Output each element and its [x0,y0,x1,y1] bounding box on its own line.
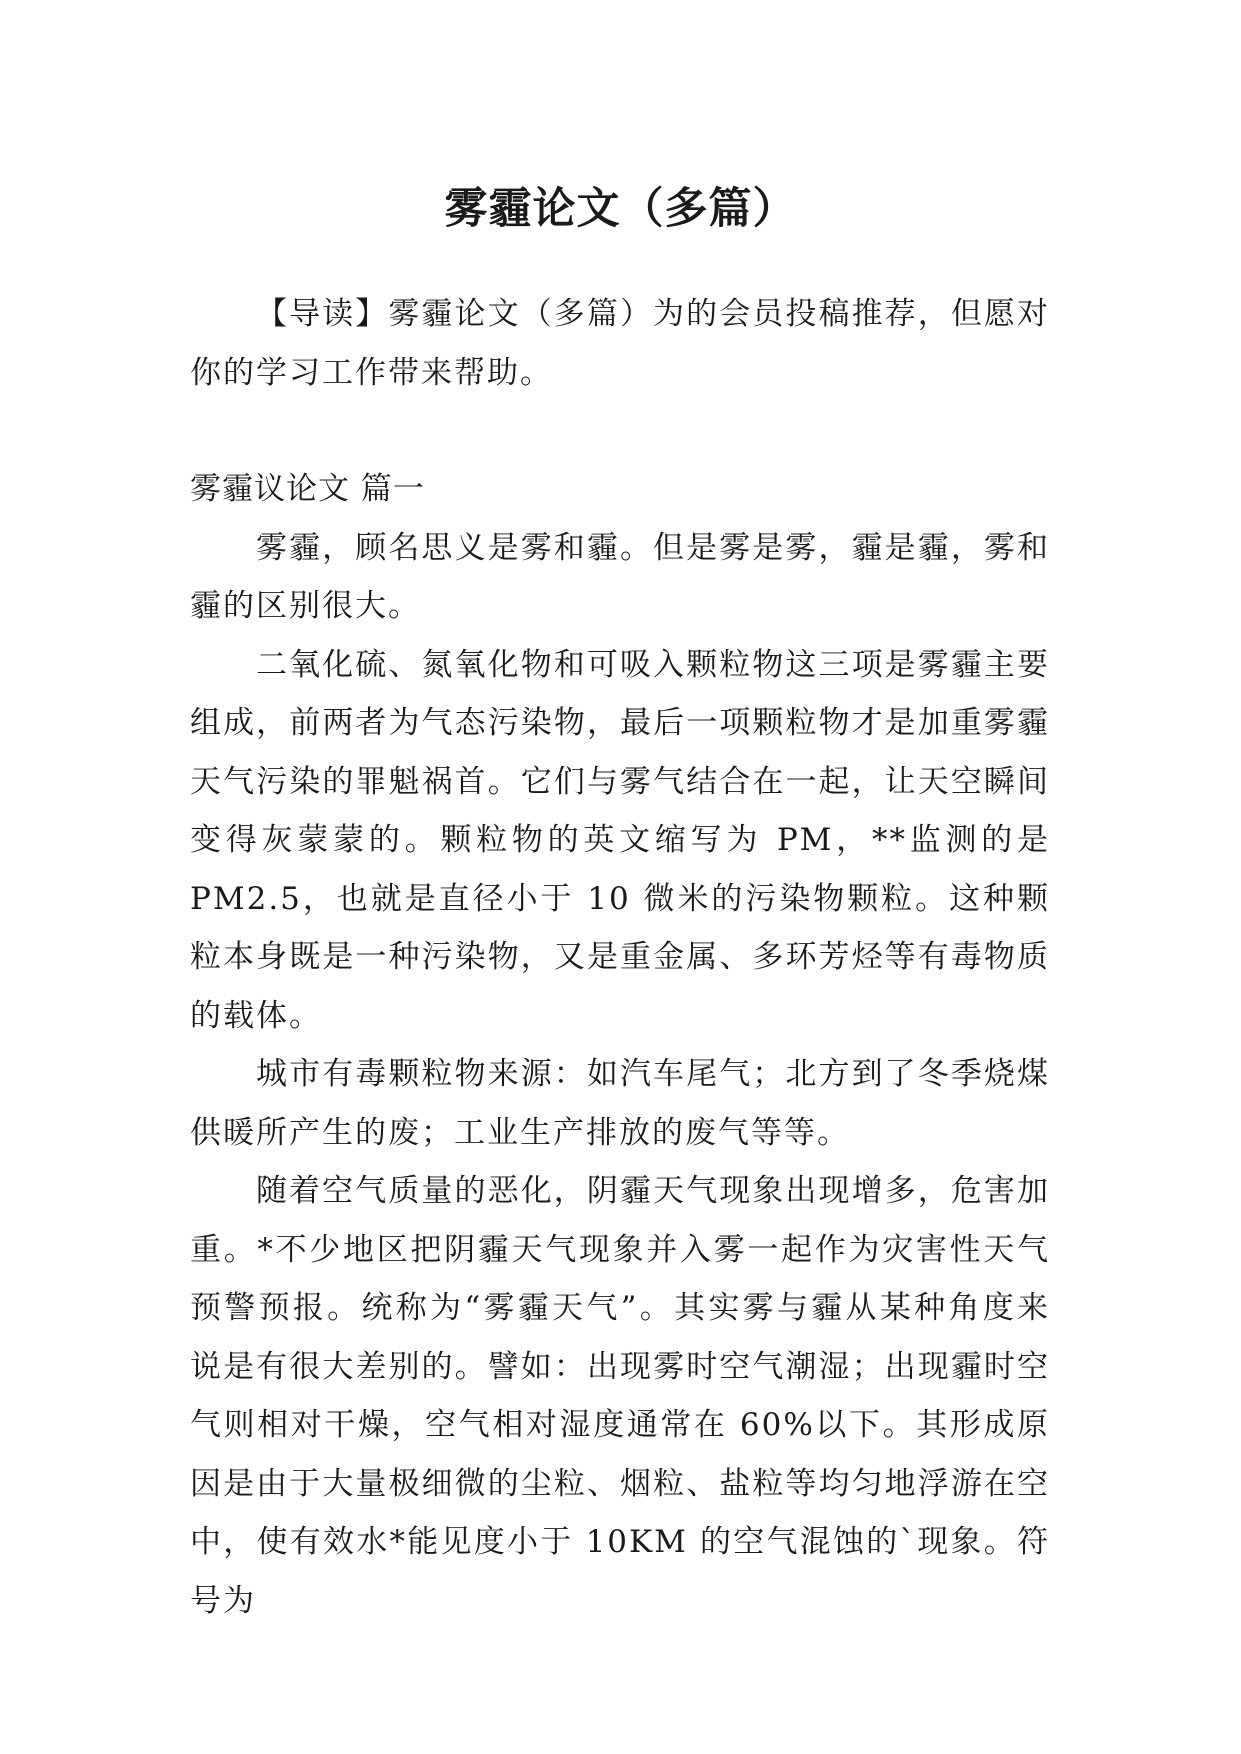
body-paragraph-1: 雾霾，顾名思义是雾和霾。但是雾是雾，霾是霾，雾和霾的区别很大。 [190,529,1050,624]
section-heading: 雾霾议论文 篇一 [190,471,425,507]
document-title: 雾霾论文（多篇） [444,183,797,234]
body-paragraph-3: 城市有毒颗粒物来源：如汽车尾气；北方到了冬季烧煤供暖所产生的废；工业生产排放的废气等等。 [190,1056,1050,1151]
body-paragraph-2: 二氧化硫、氮氧化物和可吸入颗粒物这三项是雾霾主要组成，前两者为气态污染物，最后一项颗粒物才是加重雾霾天气污染的罪魁祸首。它们与雾气结合在一起，让天空瞬间变得灰蒙蒙的。颗粒物的英文缩写为 PM，**监测的是 PM2.5，也就是直径小于 10 微米的污染物颗粒。这种颗粒本身既是一种污染物，又是重金属、多环芳烃等有毒物质的载体。 [190,646,1050,1034]
body-paragraph-4: 随着空气质量的恶化，阴霾天气现象出现增多，危害加重。*不少地区把阴霾天气现象并入雾一起作为灾害性天气预警预报。统称为“雾霾天气”。其实雾与霾从某种角度来说是有很大差别的。譬如：出现雾时空气潮湿；出现霾时空气则相对干燥，空气相对湿度通常在 60%以下。其形成原因是由于大量极细微的尘粒、烟粒、盐粒等均匀地浮游在空中，使有效水*能见度小于 10KM 的空气混蚀的`现象。符号为 [190,1173,1050,1619]
lead-paragraph: 【导读】雾霾论文（多篇）为的会员投稿推荐，但愿对你的学习工作带来帮助。 [190,296,1050,391]
document-body [190,285,1050,1630]
